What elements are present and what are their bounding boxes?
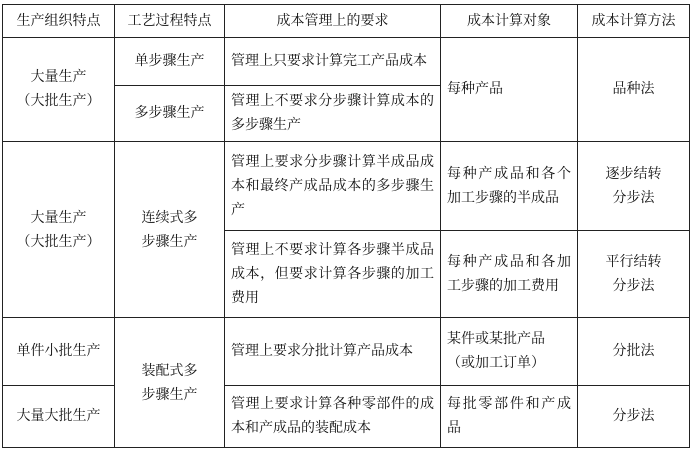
table-row <box>3 141 690 230</box>
process-feature-cell: 单步骤生产 <box>115 38 225 86</box>
process-feature-cell: 连续式多 步骤生产 <box>115 141 225 317</box>
cost-object-cell: 每种产成品和各个加工步骤的半成品 <box>441 141 578 230</box>
header-cost-method: 成本计算方法 <box>578 5 690 38</box>
management-requirement-cell: 管理上要求计算各种零部件的成本和产成品的装配成本 <box>225 385 441 447</box>
org-feature-cell: 大量生产 （大批生产） <box>3 38 115 142</box>
cost-object-cell: 每种产品 <box>441 38 578 142</box>
cost-object-cell: 每种产成品和各加工步骤的加工费用 <box>441 231 578 318</box>
cost-method-cell: 逐步结转 分步法 <box>578 141 690 230</box>
org-feature-cell: 大量大批生产 <box>3 385 115 447</box>
management-requirement-cell: 管理上要求分步骤计算半成品成本和最终产成品成本的多步骤生产 <box>225 141 441 230</box>
management-requirement-cell: 管理上不要求计算各步骤半成品成本，但要求计算各步骤的加工费用 <box>225 231 441 318</box>
cost-object-cell: 每批零部件和产成品 <box>441 385 578 447</box>
table-row <box>3 38 690 86</box>
management-requirement-cell: 管理上只要求计算完工产品成本 <box>225 38 441 86</box>
header-process-feature: 工艺过程特点 <box>115 5 225 38</box>
table-header-row <box>3 5 690 38</box>
header-org-feature: 生产组织特点 <box>3 5 115 38</box>
org-feature-cell: 单件小批生产 <box>3 318 115 385</box>
header-cost-object: 成本计算对象 <box>441 5 578 38</box>
process-feature-cell: 装配式多 步骤生产 <box>115 318 225 448</box>
cost-method-cell: 平行结转 分步法 <box>578 231 690 318</box>
cost-method-cell: 分批法 <box>578 318 690 385</box>
management-requirement-cell: 管理上要求分批计算产品成本 <box>225 318 441 385</box>
process-feature-cell: 多步骤生产 <box>115 85 225 141</box>
table-row <box>3 385 690 447</box>
org-feature-cell: 大量生产 （大批生产） <box>3 141 115 317</box>
cost-object-cell: 某件或某批产品 （或加工订单） <box>441 318 578 385</box>
cost-method-cell: 品种法 <box>578 38 690 142</box>
cost-method-cell: 分步法 <box>578 385 690 447</box>
table-row <box>3 318 690 385</box>
management-requirement-cell: 管理上不要求分步骤计算成本的多步骤生产 <box>225 85 441 141</box>
cost-method-table <box>2 4 690 448</box>
header-management-requirement: 成本管理上的要求 <box>225 5 441 38</box>
